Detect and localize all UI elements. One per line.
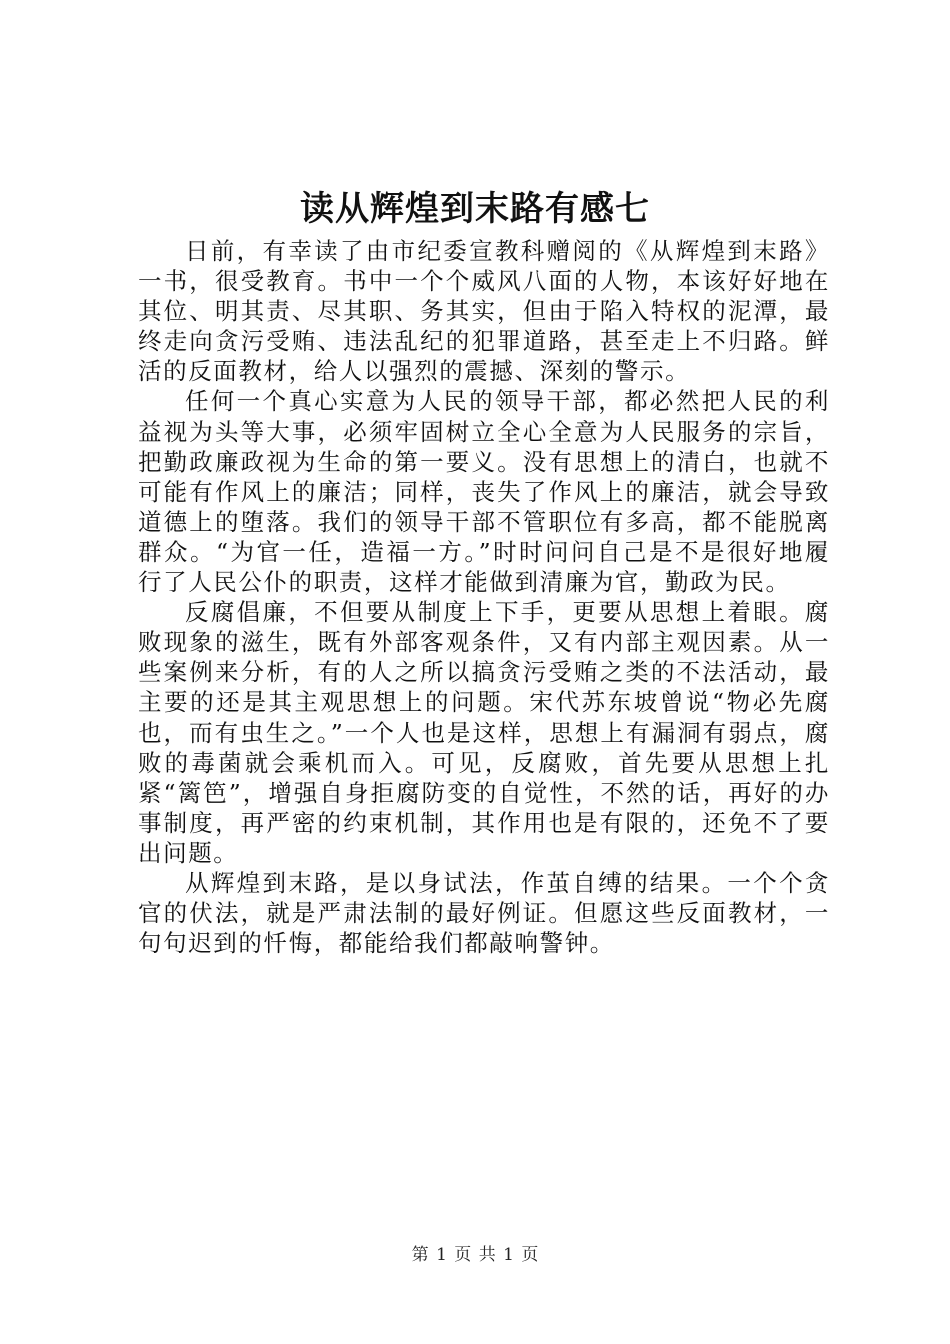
paragraph-4: 从辉煌到末路，是以身试法，作茧自缚的结果。一个个贪官的伏法，就是严肃法制的最好例证。但愿这些反面教材，一句句迟到的忏悔，都能给我们都敲响警钟。 bbox=[138, 868, 830, 958]
paragraph-1: 日前，有幸读了由市纪委宣教科赠阅的《从辉煌到末路》一书，很受教育。书中一个个威风八面的人物，本该好好地在其位、明其责、尽其职、务其实，但由于陷入特权的泥潭，最终走向贪污受贿、违法乱纪的犯罪道路，甚至走上不归路。鲜活的反面教材，给人以强烈的震撼、深刻的警示。 bbox=[138, 237, 830, 386]
page-footer: 第 1 页 共 1 页 bbox=[411, 1245, 539, 1265]
document-body bbox=[138, 236, 830, 958]
document-title: 读从辉煌到末路有感七 bbox=[300, 189, 650, 229]
paragraph-2: 任何一个真心实意为人民的领导干部，都必然把人民的利益视为头等大事，必须牢固树立全心全意为人民服务的宗旨，把勤政廉政视为生命的第一要义。没有思想上的清白，也就不可能有作风上的廉洁；同样，丧失了作风上的廉洁，就会导致道德上的堕落。我们的领导干部不管职位有多高，都不能脱离群众。“为官一任，造福一方。”时时问问自己是不是很好地履行了人民公仆的职责，这样才能做到清廉为官，勤政为民。 bbox=[138, 387, 830, 597]
paragraph-3: 反腐倡廉，不但要从制度上下手，更要从思想上着眼。腐败现象的滋生，既有外部客观条件，又有内部主观因素。从一些案例来分析，有的人之所以搞贪污受贿之类的不法活动，最主要的还是其主观思想上的问题。宋代苏东坡曾说“物必先腐也，而有虫生之。”一个人也是这样，思想上有漏洞有弱点，腐败的毒菌就会乘机而入。可见，反腐败，首先要从思想上扎紧“篱笆”，增强自身拒腐防变的自觉性，不然的话，再好的办事制度，再严密的约束机制，其作用也是有限的，还免不了要出问题。 bbox=[138, 598, 830, 867]
